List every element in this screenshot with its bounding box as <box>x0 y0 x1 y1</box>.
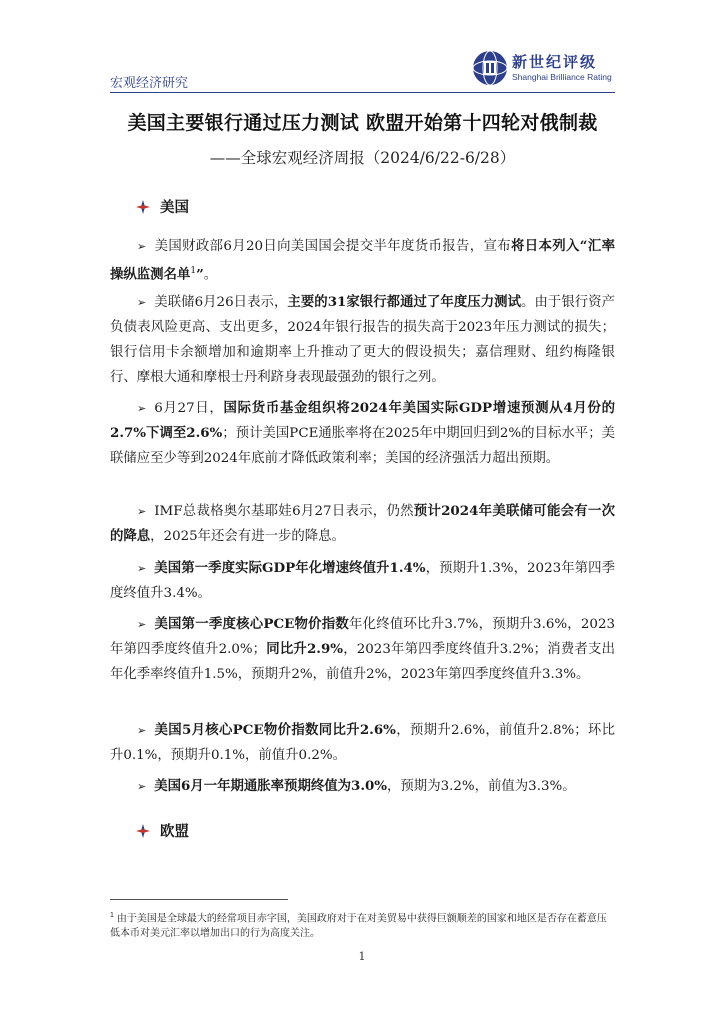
page-number: 1 <box>358 950 366 963</box>
footnote <box>110 908 615 941</box>
arrow-bullet-icon: ➢ <box>137 618 147 631</box>
footnote-text: 由于美国是全球最大的经常项目赤字国，美国政府对于在对美贸易中获得巨额顺差的国家和地区是否存在蓄意压低本币对美元汇率以增加出口的行为高度关注。 <box>110 913 607 940</box>
arrow-bullet-icon: ➢ <box>137 402 147 415</box>
section-heading-us <box>136 196 189 217</box>
footnote-ref[interactable]: 1 <box>190 266 197 276</box>
logo-globe-icon <box>472 50 508 86</box>
section-title-us: 美国 <box>160 199 189 216</box>
paragraph-1: ➢ 美国财政部6月20日向美国国会提交半年度货币报告，宣布将日本列入“汇率操纵监测名单$^1$”。 <box>110 238 616 283</box>
arrow-bullet-icon: ➢ <box>137 780 147 793</box>
arrow-bullet-icon: ➢ <box>137 562 147 575</box>
paragraph-7: ➢ 美国5月核心PCE物价指数同比升2.6%，预期升2.6%，前值升2.8%；环比升0.1%，预期升0.1%，前值升0.2%。 <box>110 722 615 763</box>
paragraph-2: ➢ 美联储6月26日表示，主要的31家银行都通过了年度压力测试。由于银行资产负债表风险更高、支出更多，2024年银行报告的损失高于2023年压力测试的损失；银行信用卡余额增加和逾期率上升推动了更大的假设损失；嘉信理财、纽约梅隆银行、摩根大通和摩根士丹利跻身表现最强劲的银行之列。 <box>110 294 616 385</box>
logo-chinese-name: 新世纪评级 <box>512 53 598 71</box>
header-department: 宏观经济研究 <box>110 76 189 91</box>
paragraph-8: ➢ 美国6月一年期通胀率预期终值为3.0%，预期为3.2%，前值为3.3%。 <box>137 778 576 794</box>
arrow-bullet-icon: ➢ <box>137 296 147 309</box>
logo-english-name: Shanghai Brilliance Rating <box>512 72 612 82</box>
section-bullet-icon <box>136 824 150 838</box>
logo <box>472 50 612 86</box>
page-subtitle: ——全球宏观经济周报（2024/6/22-6/28） <box>209 149 516 167</box>
arrow-bullet-icon: ➢ <box>137 240 147 253</box>
section-bullet-icon <box>136 200 150 214</box>
paragraph-5: ➢ 美国第一季度实际GDP年化增速终值升1.4%，预期升1.3%，2023年第四季度终值升3.4%。 <box>110 560 615 601</box>
paragraph-4: ➢ IMF总裁格奥尔基耶娃6月27日表示，仍然预计2024年美联储可能会有一次的降息，2025年还会有进一步的降息。 <box>110 503 615 544</box>
section-heading-eu <box>136 820 189 841</box>
paragraph-6: ➢ 美国第一季度核心PCE物价指数年化终值环比升3.7%，预期升3.6%，2023年第四季度终值升2.0%；同比升2.9%，2023年第四季度终值升3.2%；消费者支出年化季率终值升1.5%，预期升2%，前值升2%，2023年第四季度终值升3.3%。 <box>110 616 615 682</box>
footnote-number: 1 <box>110 912 114 919</box>
arrow-bullet-icon: ➢ <box>137 724 147 737</box>
page-title: 美国主要银行通过压力测试 欧盟开始第十四轮对俄制裁 <box>127 112 598 134</box>
arrow-bullet-icon: ➢ <box>137 505 147 518</box>
section-title-eu: 欧盟 <box>160 823 189 840</box>
paragraph-3: ➢ 6月27日，国际货币基金组织将2024年美国实际GDP增速预测从4月份的2.7%下调至2.6%；预计美国PCE通胀率将在2025年中期回归到2%的目标水平；美联储应至少等到2024年底前才降低政策利率；美国的经济强活力超出预期。 <box>110 400 615 466</box>
header-divider <box>110 92 615 93</box>
footnote-divider <box>110 899 288 900</box>
